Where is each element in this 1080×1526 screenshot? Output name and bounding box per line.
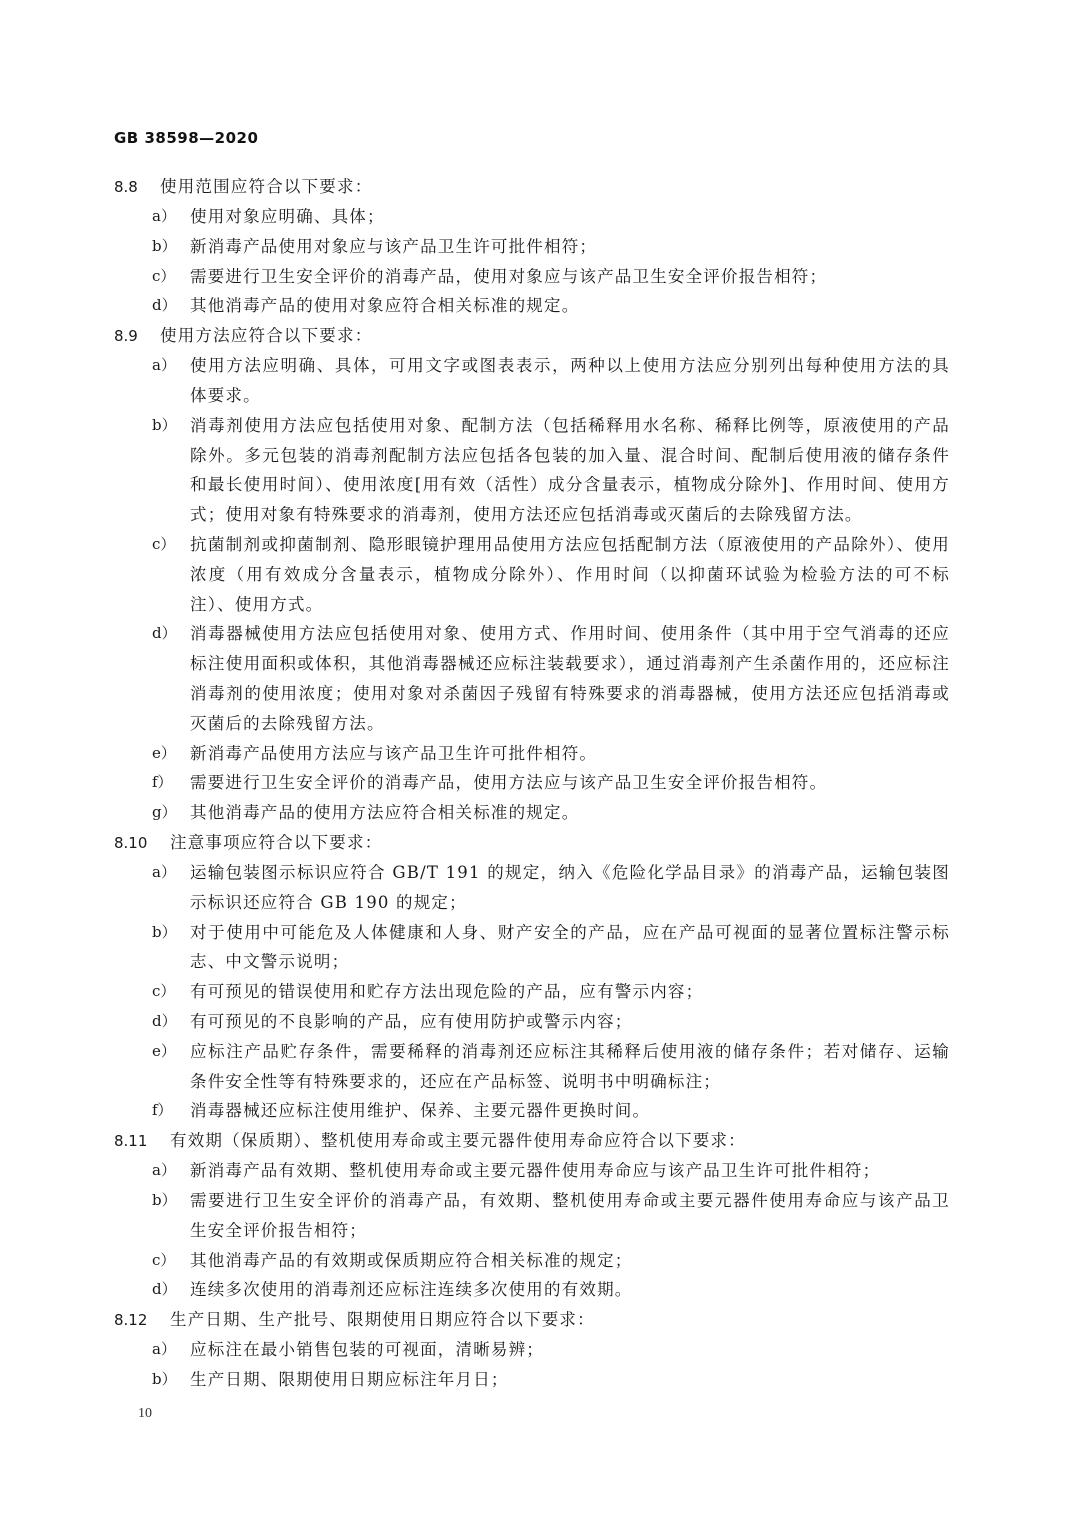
list-item-text: 生产日期、限期使用日期应标注年月日； [190,1369,509,1389]
list-item-marker: c） [152,266,176,285]
list-item [0,918,950,978]
page-number: 10 [138,1406,152,1421]
section-heading [0,172,1080,202]
list-item-text: 消毒器械使用方法应包括使用对象、使用方式、作用时间、使用条件（其中用于空气消毒的还应标注使用面积或体积，其他消毒器械还应标注装载要求），通过消毒剂产生杀菌作用的，还应标注消毒剂的使用浓度；使用对象对杀菌因子残留有特殊要求的消毒器械，使用方法还应包括消毒或灭菌后的去除残留方法。 [190,624,950,733]
document-body [0,172,1080,1395]
list-item-marker: a） [152,356,176,375]
list-item [0,739,950,769]
list-item [0,1335,950,1365]
list-item-marker: c） [152,534,176,553]
list-item-marker: e） [152,1041,176,1060]
list-item [0,768,950,798]
list-item-marker: a） [152,862,176,881]
section-title: 有效期（保质期）、整机使用寿命或主要元器件使用寿命应符合以下要求： [170,1131,746,1151]
list-item [0,351,950,411]
section-number: 8.11 [114,1132,148,1151]
list-item-text: 新消毒产品有效期、整机使用寿命或主要元器件使用寿命应与该产品卫生许可批件相符； [190,1161,881,1181]
list-item-text: 运输包装图示标识应符合 GB/T 191 的规定，纳入《危险化学品目录》的消毒产品，运输包装图示标识还应符合 GB 190 的规定； [190,862,950,912]
list-item-text: 有可预见的错误使用和贮存方法出现危险的产品，应有警示内容； [190,982,704,1002]
list-item-marker: d） [152,1280,177,1299]
list-item-text: 应标注在最小销售包装的可视面，清晰易辨； [190,1340,544,1360]
list-item [0,858,950,918]
list-item-text: 消毒剂使用方法应包括使用对象、配制方法（包括稀释用水名称、稀释比例等，原液使用的产品除外。多元包装的消毒剂配制方法应包括各包装的加入量、混合时间、配制后使用液的储存条件和最长使用时间）、使用浓度[用有效（活性）成分含量表示，植物成分除外]、作用时间、使用方式；使用对象有特殊要求的消毒剂，使用方法还应包括消毒或灭菌后的去除残留方法。 [190,415,950,525]
list-item-text: 新消毒产品使用方法应与该产品卫生许可批件相符。 [190,743,598,763]
list-item-marker: b） [152,415,177,434]
list-item [0,1096,950,1126]
list-item-marker: a） [152,1340,176,1359]
list-item-marker: g） [152,803,177,822]
list-item-text: 有可预见的不良影响的产品，应有使用防护或警示内容； [190,1011,633,1031]
list-item [0,262,950,292]
list-item [0,1186,950,1246]
list-item [0,977,950,1007]
list-item-text: 需要进行卫生安全评价的消毒产品，使用方法应与该产品卫生安全评价报告相符。 [190,773,828,793]
list-item-text: 需要进行卫生安全评价的消毒产品，使用对象应与该产品卫生安全评价报告相符； [190,266,828,286]
list-item [0,619,950,738]
list-item-text: 对于使用中可能危及人体健康和人身、财产安全的产品，应在产品可视面的显著位置标注警示标志、中文警示说明； [190,922,950,972]
list-item [0,1007,950,1037]
list-item-marker: f） [152,773,173,792]
list-item-text: 使用方法应明确、具体，可用文字或图表表示，两种以上使用方法应分别列出每种使用方法的具体要求。 [190,356,950,405]
list-item-marker: b） [152,1369,177,1388]
list-item-marker: b） [152,236,177,255]
standard-code: GB 38598—2020 [114,129,259,147]
list-item-marker: c） [152,1250,176,1269]
list-item-marker: b） [152,1190,177,1209]
list-item-text: 应标注产品贮存条件，需要稀释的消毒剂还应标注其稀释后使用液的储存条件；若对储存、运输条件安全性等有特殊要求的，还应在产品标签、说明书中明确标注； [190,1041,950,1091]
section-heading [0,1126,1080,1156]
section-number: 8.9 [114,327,138,346]
list-item-marker: a） [152,207,176,225]
list-item [0,1156,950,1186]
section-title: 生产日期、生产批号、限期使用日期应符合以下要求： [170,1310,595,1330]
list-item [0,411,950,530]
section-number: 8.12 [114,1311,148,1330]
list-item-text: 使用对象应明确、具体； [190,207,385,226]
list-item-marker: f） [152,1101,173,1120]
list-item-text: 其他消毒产品的使用方法应符合相关标准的规定。 [190,803,580,823]
section-number: 8.8 [114,178,138,196]
list-item-marker: c） [152,982,176,1001]
list-item-marker: e） [152,743,176,762]
section-heading [0,828,1080,858]
list-item-text: 连续多次使用的消毒剂还应标注连续多次使用的有效期。 [190,1280,633,1300]
section-number: 8.10 [114,833,148,852]
list-item-marker: d） [152,296,177,315]
list-item [0,1275,950,1305]
list-item [0,1365,950,1395]
list-item-text: 消毒器械还应标注使用维护、保养、主要元器件更换时间。 [190,1101,651,1121]
list-item-marker: b） [152,922,177,941]
section-heading [0,321,1080,351]
section-title: 注意事项应符合以下要求： [170,832,383,852]
list-item-marker: d） [152,624,177,643]
list-item [0,1037,950,1097]
list-item [0,291,950,321]
list-item [0,530,950,619]
list-item-text: 抗菌制剂或抑菌制剂、隐形眼镜护理用品使用方法应包括配制方法（原液使用的产品除外）、使用浓度（用有效成分含量表示，植物成分除外）、作用时间（以抑菌环试验为检验方法的可不标注）、使用方式。 [190,534,950,614]
list-item-marker: d） [152,1011,177,1030]
list-item [0,1246,950,1276]
list-item [0,798,950,828]
list-item-text: 其他消毒产品的有效期或保质期应符合相关标准的规定； [190,1250,633,1270]
list-item-text: 需要进行卫生安全评价的消毒产品，有效期、整机使用寿命或主要元器件使用寿命应与该产品卫生安全评价报告相符； [190,1190,950,1240]
section-title: 使用方法应符合以下要求： [160,326,373,346]
section-title: 使用范围应符合以下要求： [160,177,373,196]
section-heading [0,1305,1080,1335]
list-item [0,202,950,232]
list-item-text: 新消毒产品使用对象应与该产品卫生许可批件相符； [190,236,598,256]
list-item-text: 其他消毒产品的使用对象应符合相关标准的规定。 [190,296,580,316]
list-item [0,232,950,262]
list-item-marker: a） [152,1161,176,1180]
